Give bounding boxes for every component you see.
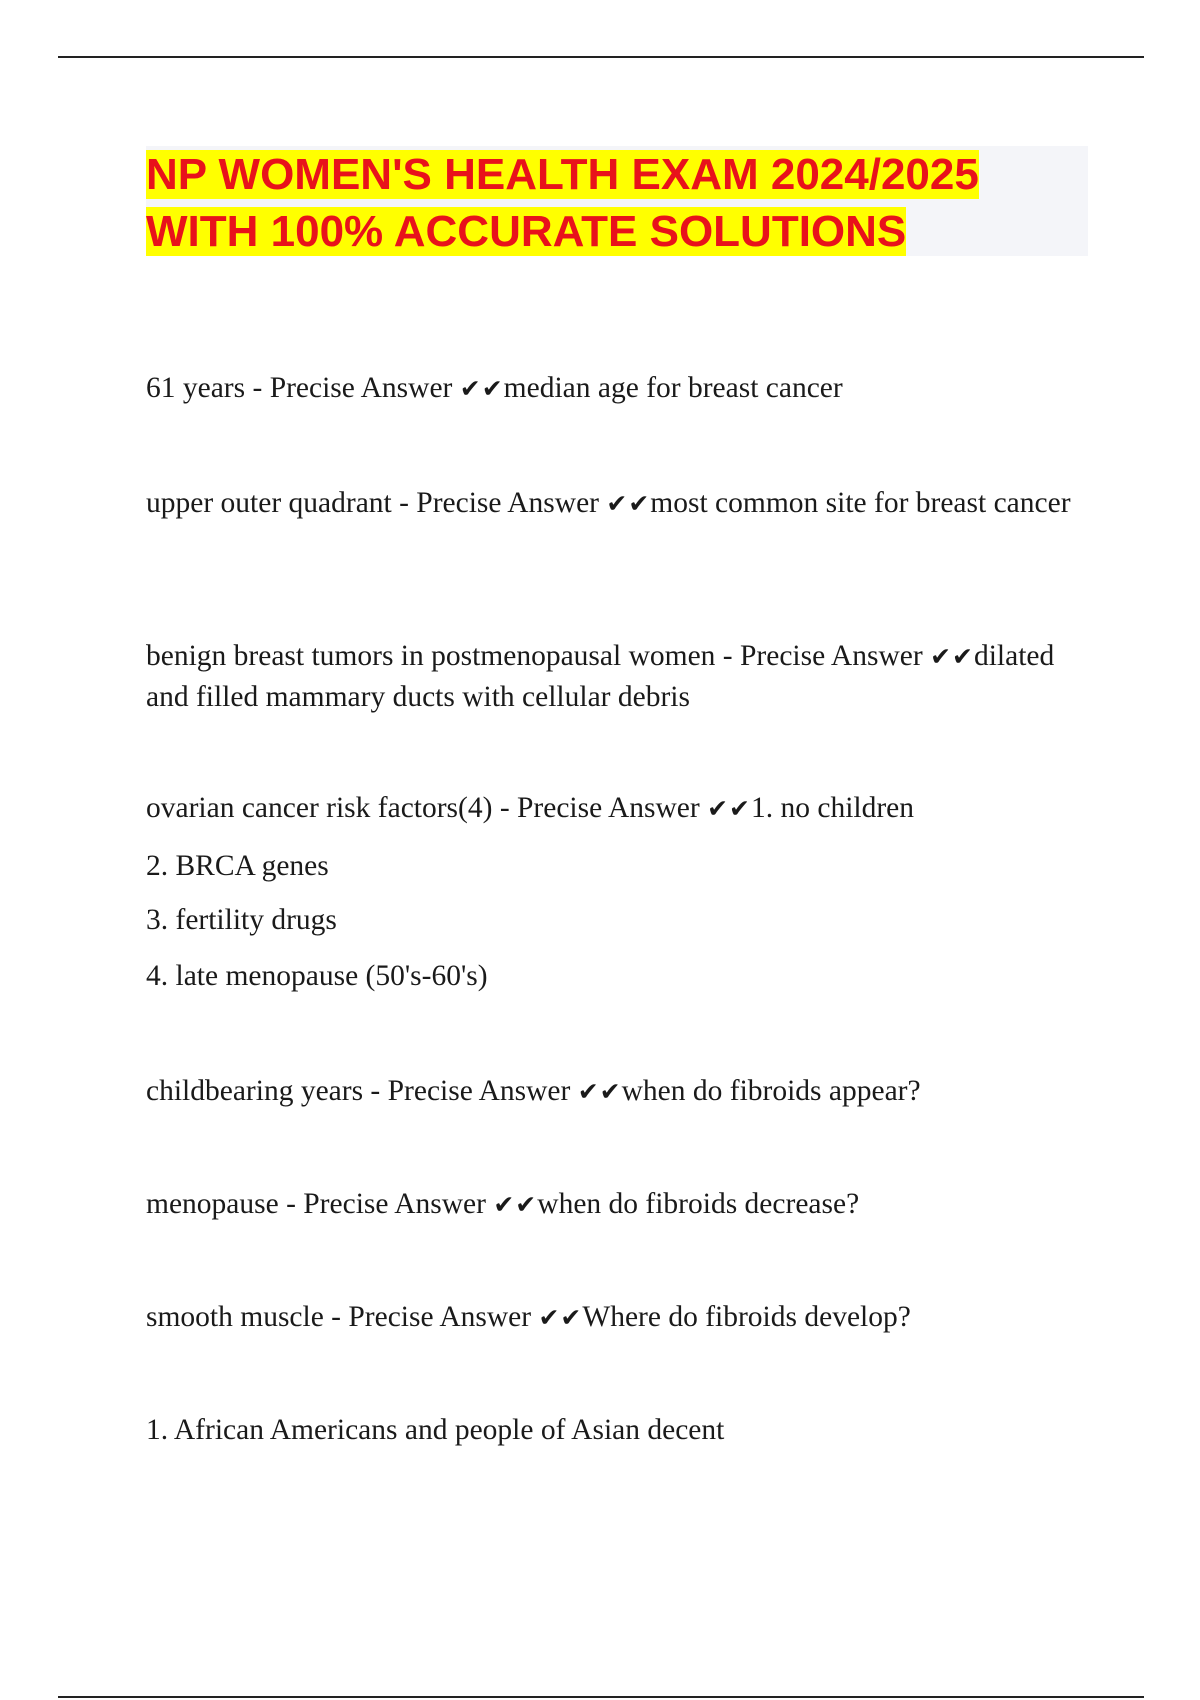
qa-answer: when do fibroids appear? — [621, 1075, 921, 1107]
qa-answer: 1. no children — [750, 792, 915, 824]
qa-answer: median age for breast cancer — [503, 372, 843, 404]
qa-item — [146, 1297, 1086, 1338]
qa-term: ovarian cancer risk factors(4) - Precise Answer — [146, 792, 708, 824]
qa-item — [146, 788, 1086, 829]
qa-answer: most common site for breast cancer — [650, 487, 1071, 519]
qa-term: benign breast tumors in postmenopausal women - Precise Answer — [146, 640, 931, 672]
qa-item — [146, 1071, 1086, 1112]
qa-term: upper outer quadrant - Precise Answer — [146, 487, 607, 519]
qa-item — [146, 368, 1086, 409]
qa-answer: dilated and filled mammary ducts with cellular debris — [146, 640, 1055, 713]
document-title — [146, 146, 1088, 260]
title-line-1: NP WOMEN'S HEALTH EXAM 2024/2025 — [146, 150, 979, 199]
title-block — [146, 146, 1088, 256]
list-item: 4. late menopause (50's-60's) — [146, 960, 488, 992]
qa-answer: Where do fibroids develop? — [582, 1301, 911, 1333]
checkmark-icon: ✔✔ — [459, 374, 504, 403]
checkmark-icon: ✔✔ — [707, 794, 751, 823]
qa-term: 61 years - Precise Answer — [146, 372, 460, 404]
checkmark-icon: ✔✔ — [930, 642, 974, 671]
qa-term: menopause - Precise Answer — [146, 1188, 494, 1220]
qa-answer: when do fibroids decrease? — [537, 1188, 860, 1220]
qa-term: childbearing years - Precise Answer — [146, 1075, 578, 1107]
qa-item — [146, 1184, 1086, 1225]
list-item: 3. fertility drugs — [146, 904, 337, 936]
qa-term: smooth muscle - Precise Answer — [146, 1301, 539, 1333]
header-rule — [58, 56, 1144, 58]
title-line-2: WITH 100% ACCURATE SOLUTIONS — [146, 207, 907, 256]
qa-item — [146, 483, 1086, 524]
qa-item — [146, 636, 1086, 717]
checkmark-icon: ✔✔ — [606, 489, 651, 518]
checkmark-icon: ✔✔ — [577, 1077, 622, 1106]
list-item: 1. African Americans and people of Asian decent — [146, 1414, 725, 1446]
checkmark-icon: ✔✔ — [493, 1190, 538, 1219]
list-item: 2. BRCA genes — [146, 850, 329, 882]
footer-rule — [58, 1696, 1144, 1698]
checkmark-icon: ✔✔ — [538, 1303, 583, 1332]
